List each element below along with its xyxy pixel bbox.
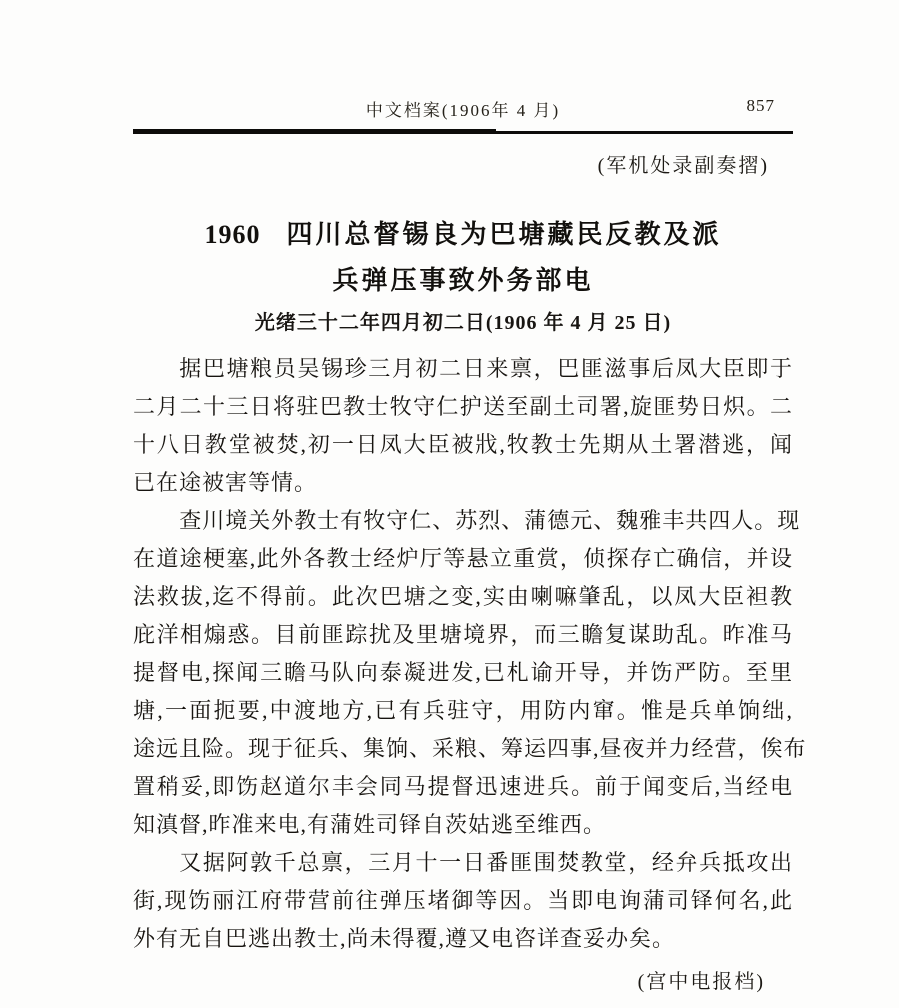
body-line: 又据阿敦千总禀，三月十一日番匪围焚教堂，经弁兵抵攻出 (179, 850, 793, 875)
body-line: 置稍妥,即饬赵道尔丰会同马提督迅速进兵。前于闻变后,当经电 (133, 774, 793, 799)
body-line: 途远且险。现于征兵、集饷、采粮、筹运四事,昼夜并力经营，俟布 (133, 736, 807, 761)
document-title-line1 (133, 214, 793, 251)
body-line: 街,现饬丽江府带营前往弹压堵御等因。当即电询蒲司铎何名,此 (133, 888, 793, 913)
document-title-line2: 兵弹压事致外务部电 (332, 266, 594, 295)
body-line: 在道途梗塞,此外各教士经炉厅等悬立重赏，侦探存亡确信，并设 (133, 546, 793, 571)
journal-title: 中文档案(1906年 4 月) (365, 101, 561, 120)
body-line: 法救拔,迄不得前。此次巴塘之变,实由喇嘛肇乱，以凤大臣袒教 (133, 584, 793, 609)
body-line: 庇洋相煽惑。目前匪踪扰及里塘境界，而三瞻复谋助乱。昨准马 (133, 622, 793, 647)
archive-source-note-bottom: (宫中电报档) (637, 971, 765, 993)
running-head (133, 96, 793, 122)
body-line: 已在途被害等情。 (133, 470, 318, 495)
page-number: 857 (746, 96, 775, 115)
body-line: 知滇督,昨准来电,有蒲姓司铎自茨姑逃至维西。 (133, 812, 607, 837)
document-title-text: 四川总督锡良为巴塘藏民反教及派 (286, 220, 722, 249)
header-rule (133, 131, 793, 134)
body-line: 据巴塘粮员吴锡珍三月初二日来禀，巴匪滋事后凤大臣即于 (179, 356, 793, 381)
body-line: 十八日教堂被焚,初一日凤大臣被戕,牧教士先期从土署潜逃，闻 (133, 432, 793, 457)
document-number: 1960 (204, 220, 261, 249)
body-line: 提督电,探闻三瞻马队向泰凝进发,已札谕开导，并饬严防。至里 (133, 660, 793, 685)
body-line: 外有无自巴逃出教士,尚未得覆,遵又电咨详查妥办矣。 (133, 926, 676, 951)
body-line: 塘,一面扼要,中渡地方,已有兵驻守，用防内窜。惟是兵单饷绌, (133, 698, 793, 723)
body-line: 查川境关外教士有牧守仁、苏烈、蒲德元、魏雅丰共四人。现 (179, 508, 801, 533)
archive-source-note-top: (军机处录副奏摺) (597, 155, 769, 177)
document-body (133, 350, 807, 958)
document-date: 光绪三十二年四月初二日(1906 年 4 月 25 日) (254, 312, 672, 334)
body-line: 二月二十三日将驻巴教士牧守仁护送至副土司署,旋匪势日炽。二 (133, 394, 793, 419)
